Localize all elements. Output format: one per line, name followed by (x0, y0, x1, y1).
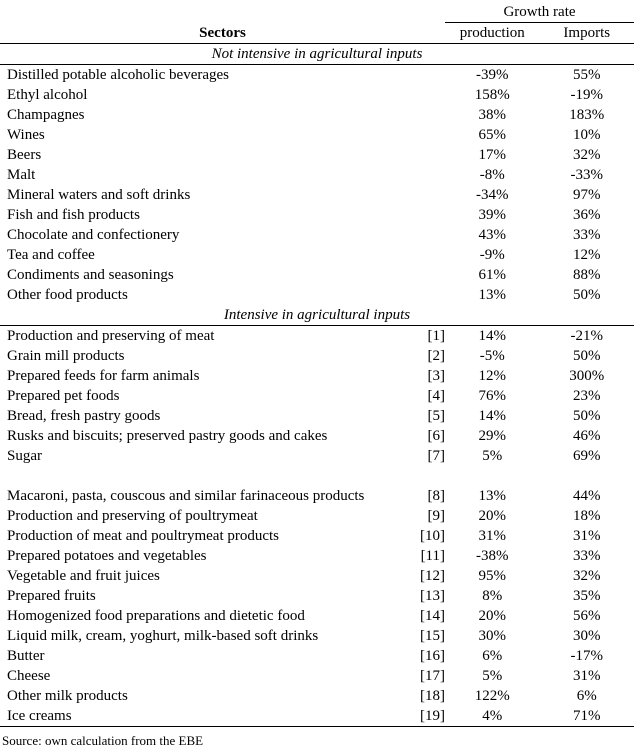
table-row (0, 666, 634, 686)
imports-growth: 6% (540, 686, 634, 706)
imports-growth: 31% (540, 526, 634, 546)
table-row (0, 446, 634, 466)
sector-ref: [3] (405, 366, 445, 386)
sector-name: Prepared feeds for farm animals (0, 366, 405, 386)
imports-growth: 50% (540, 406, 634, 426)
sector-ref: [11] (405, 546, 445, 566)
header-row-top (0, 0, 634, 23)
sector-name: Grain mill products (0, 346, 405, 366)
sector-name: Fish and fish products (0, 205, 405, 225)
production-growth: 76% (445, 386, 540, 406)
imports-growth: 88% (540, 265, 634, 285)
production-growth: 20% (445, 506, 540, 526)
sector-ref (405, 185, 445, 205)
table-row (0, 65, 634, 86)
sector-ref (405, 105, 445, 125)
sector-name: Prepared pet foods (0, 386, 405, 406)
sector-ref (405, 145, 445, 165)
sector-ref (405, 285, 445, 305)
sector-name: Bread, fresh pastry goods (0, 406, 405, 426)
table-row (0, 406, 634, 426)
production-growth: 14% (445, 406, 540, 426)
imports-growth: 69% (540, 446, 634, 466)
production-growth: 8% (445, 586, 540, 606)
imports-growth: -21% (540, 326, 634, 347)
sector-ref: [13] (405, 586, 445, 606)
table-row (0, 285, 634, 305)
production-growth: 5% (445, 446, 540, 466)
imports-growth: 30% (540, 626, 634, 646)
sector-ref: [18] (405, 686, 445, 706)
sector-name: Macaroni, pasta, couscous and similar farinaceous products (0, 466, 405, 506)
sector-name: Cheese (0, 666, 405, 686)
production-growth: 13% (445, 285, 540, 305)
production-growth: -9% (445, 245, 540, 265)
table-row (0, 566, 634, 586)
table-row (0, 546, 634, 566)
sector-ref: [2] (405, 346, 445, 366)
table-row (0, 606, 634, 626)
sector-ref (405, 225, 445, 245)
sector-ref: [8] (405, 466, 445, 506)
production-growth: -39% (445, 65, 540, 86)
production-growth: 29% (445, 426, 540, 446)
sectors-header: Sectors (0, 23, 445, 44)
imports-growth: 23% (540, 386, 634, 406)
table-row (0, 506, 634, 526)
imports-growth: 50% (540, 346, 634, 366)
production-growth: 14% (445, 326, 540, 347)
sector-ref (405, 125, 445, 145)
production-growth: 43% (445, 225, 540, 245)
sector-name: Condiments and seasonings (0, 265, 405, 285)
section-title: Intensive in agricultural inputs (0, 305, 634, 326)
imports-growth: 55% (540, 65, 634, 86)
growth-rate-header: Growth rate (445, 0, 634, 23)
sector-ref: [4] (405, 386, 445, 406)
table-row (0, 165, 634, 185)
section-title-row (0, 305, 634, 326)
table-row (0, 466, 634, 506)
imports-growth: 183% (540, 105, 634, 125)
sector-ref: [17] (405, 666, 445, 686)
production-growth: 38% (445, 105, 540, 125)
sector-name: Ice creams (0, 706, 405, 727)
sector-name: Champagnes (0, 105, 405, 125)
sector-name: Distilled potable alcoholic beverages (0, 65, 405, 86)
sector-name: Production and preserving of meat (0, 326, 405, 347)
sector-ref: [14] (405, 606, 445, 626)
imports-growth: 35% (540, 586, 634, 606)
sector-ref: [19] (405, 706, 445, 727)
production-growth: 13% (445, 466, 540, 506)
production-growth: 30% (445, 626, 540, 646)
sector-ref: [15] (405, 626, 445, 646)
imports-growth: 300% (540, 366, 634, 386)
imports-growth: -33% (540, 165, 634, 185)
production-growth: 39% (445, 205, 540, 225)
sector-ref: [9] (405, 506, 445, 526)
sector-name: Tea and coffee (0, 245, 405, 265)
table-row (0, 105, 634, 125)
sector-ref (405, 245, 445, 265)
production-growth: 17% (445, 145, 540, 165)
sector-name: Other milk products (0, 686, 405, 706)
source-note: Source: own calculation from the EBE (2, 733, 203, 749)
table-row (0, 326, 634, 347)
sector-ref: [6] (405, 426, 445, 446)
table-row (0, 85, 634, 105)
imports-growth: 46% (540, 426, 634, 446)
imports-growth: 36% (540, 205, 634, 225)
table-row (0, 145, 634, 165)
sector-name: Beers (0, 145, 405, 165)
section-title: Not intensive in agricultural inputs (0, 44, 634, 65)
table-row (0, 245, 634, 265)
table-row (0, 526, 634, 546)
sector-name: Sugar (0, 446, 405, 466)
sector-name: Prepared potatoes and vegetables (0, 546, 405, 566)
header-row-bottom (0, 23, 634, 44)
table-row (0, 426, 634, 446)
imports-growth: -19% (540, 85, 634, 105)
production-growth: 61% (445, 265, 540, 285)
production-growth: -5% (445, 346, 540, 366)
sector-name: Production and preserving of poultrymeat (0, 506, 405, 526)
production-growth: 12% (445, 366, 540, 386)
imports-growth: 10% (540, 125, 634, 145)
imports-growth: 97% (540, 185, 634, 205)
imports-growth: 33% (540, 546, 634, 566)
table-row (0, 185, 634, 205)
table-row (0, 626, 634, 646)
imports-growth: 50% (540, 285, 634, 305)
table-row (0, 706, 634, 727)
sector-ref (405, 65, 445, 86)
sector-name: Ethyl alcohol (0, 85, 405, 105)
imports-growth: 32% (540, 145, 634, 165)
imports-growth: 18% (540, 506, 634, 526)
production-growth: 122% (445, 686, 540, 706)
imports-growth: 56% (540, 606, 634, 626)
production-growth: -8% (445, 165, 540, 185)
sector-ref (405, 265, 445, 285)
sector-name: Homogenized food preparations and dietetic food (0, 606, 405, 626)
table-row (0, 265, 634, 285)
sector-name: Rusks and biscuits; preserved pastry goods and cakes (0, 426, 405, 446)
imports-growth: 12% (540, 245, 634, 265)
production-growth: 95% (445, 566, 540, 586)
sector-name: Mineral waters and soft drinks (0, 185, 405, 205)
production-growth: 65% (445, 125, 540, 145)
sector-name: Malt (0, 165, 405, 185)
imports-growth: -17% (540, 646, 634, 666)
production-growth: -38% (445, 546, 540, 566)
imports-growth: 71% (540, 706, 634, 727)
production-header: production (445, 23, 540, 44)
production-growth: 6% (445, 646, 540, 666)
table-row (0, 586, 634, 606)
production-growth: 31% (445, 526, 540, 546)
table-row (0, 386, 634, 406)
sector-ref: [1] (405, 326, 445, 347)
sector-ref: [10] (405, 526, 445, 546)
table-row (0, 125, 634, 145)
sector-ref: [5] (405, 406, 445, 426)
production-growth: -34% (445, 185, 540, 205)
sector-ref (405, 205, 445, 225)
imports-growth: 44% (540, 466, 634, 506)
production-growth: 20% (445, 606, 540, 626)
sector-ref (405, 165, 445, 185)
table-row (0, 225, 634, 245)
sector-name: Chocolate and confectionery (0, 225, 405, 245)
sector-name: Wines (0, 125, 405, 145)
imports-growth: 33% (540, 225, 634, 245)
sector-name: Production of meat and poultrymeat products (0, 526, 405, 546)
sector-name: Vegetable and fruit juices (0, 566, 405, 586)
sector-name: Liquid milk, cream, yoghurt, milk-based soft drinks (0, 626, 405, 646)
production-growth: 5% (445, 666, 540, 686)
imports-header: Imports (540, 23, 634, 44)
sector-name: Other food products (0, 285, 405, 305)
sector-name: Prepared fruits (0, 586, 405, 606)
section-title-row (0, 44, 634, 65)
table-row (0, 366, 634, 386)
production-growth: 158% (445, 85, 540, 105)
table-row (0, 646, 634, 666)
sector-ref: [7] (405, 446, 445, 466)
table-row (0, 205, 634, 225)
imports-growth: 31% (540, 666, 634, 686)
production-growth: 4% (445, 706, 540, 727)
table-row (0, 686, 634, 706)
sector-ref: [12] (405, 566, 445, 586)
sector-ref: [16] (405, 646, 445, 666)
sector-name: Butter (0, 646, 405, 666)
imports-growth: 32% (540, 566, 634, 586)
table-row (0, 346, 634, 366)
sector-ref (405, 85, 445, 105)
